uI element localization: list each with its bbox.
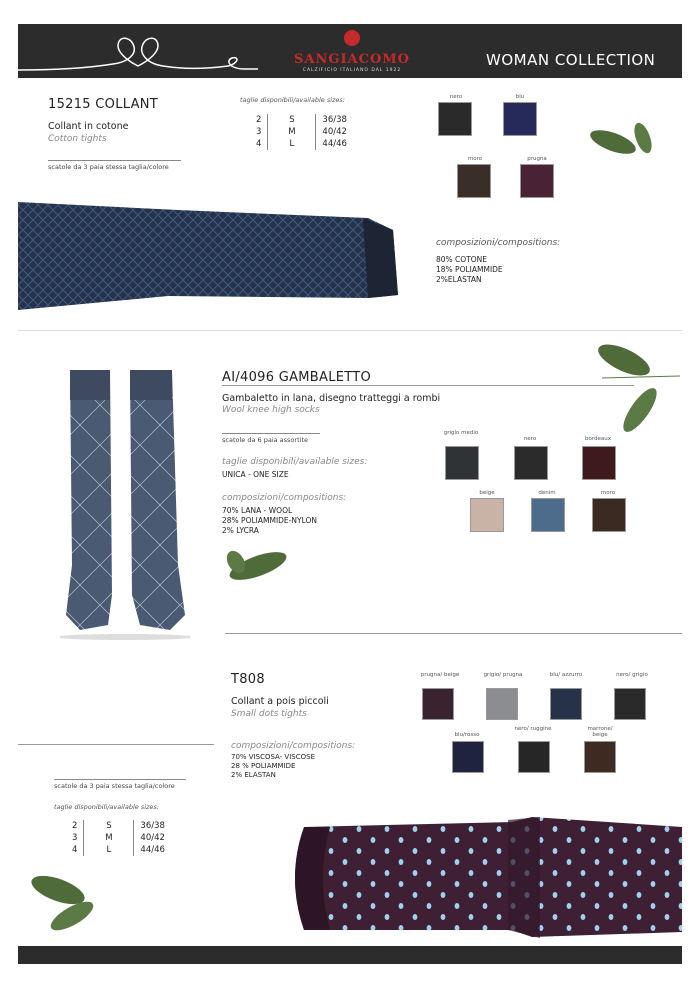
size-cell: 2 (72, 821, 78, 831)
swatch-blu-rosso (452, 741, 484, 773)
leaf-icon (220, 540, 300, 590)
product-3-comp-title: composizioni/compositions: (231, 741, 356, 751)
swatch-moro (457, 164, 491, 198)
composition-line: 80% COTONE (436, 255, 488, 264)
size-cell: L (268, 138, 316, 150)
leaf-icon (592, 338, 682, 443)
swatch-label: marrone/ beige (587, 726, 613, 738)
swatch-label: beige (479, 490, 495, 496)
brand-emblem-icon (344, 30, 360, 46)
swatch-denim (531, 498, 565, 532)
swatch-label: blu (515, 94, 525, 100)
product-2-compositions (222, 506, 317, 536)
product-1-image (18, 200, 398, 315)
collection-title: WOMAN COLLECTION (486, 51, 656, 69)
product-2-image (60, 365, 190, 640)
product-1-name-en: Cotton tights (48, 134, 107, 144)
size-cell: 2 (256, 115, 262, 125)
brand-logo (282, 30, 422, 73)
size-cell: 3 (256, 127, 262, 137)
size-cell: 40/42 (322, 127, 347, 137)
size-cell: S (268, 114, 316, 126)
product-2-name-it: Gambaletto in lana, disegno tratteggi a rombi (222, 393, 441, 404)
swatch-label: grigio/ prugna (483, 672, 523, 678)
swatch-label: prugna/ beige (420, 672, 460, 678)
product-2-comp-title: composizioni/compositions: (222, 493, 347, 503)
product-1-sizes-title: taglie disponibili/available sizes: (240, 96, 345, 104)
product-3-sizes-table (66, 820, 171, 856)
swatch-label: blu/ azzurro (549, 672, 583, 678)
size-cell: 3 (72, 833, 78, 843)
product-3-compositions (231, 753, 315, 780)
composition-line: 18% POLIAMMIDE (436, 265, 503, 274)
size-cell: M (268, 126, 316, 138)
swatch-label: bordeaux (584, 436, 611, 442)
swatch-label: nero/ grigio (616, 672, 648, 678)
composition-line: 28% POLIAMMIDE-NYLON (222, 516, 317, 525)
product-3-name-en: Small dots tights (231, 709, 307, 719)
swatch-label: grigio medio (443, 430, 479, 436)
product-2-name-en: Wool knee high socks (222, 405, 320, 415)
swatch-beige (470, 498, 504, 532)
composition-line: 70% LANA - WOOL (222, 506, 293, 515)
swatch-prugna-beige (422, 688, 454, 720)
leaf-icon (585, 118, 665, 168)
swatch-label: blu/rosso (454, 732, 480, 738)
product-2-size-value: UNICA - ONE SIZE (222, 470, 289, 479)
product-2-sizes-title: taglie disponibili/available sizes: (222, 457, 368, 467)
swatch-grigio-prugna (486, 688, 518, 720)
composition-line: 2% ELASTAN (231, 771, 276, 779)
swatch-marrone-beige (584, 741, 616, 773)
swatch-nero (514, 446, 548, 480)
swatch-label: prugna (527, 156, 547, 162)
swatch-nero-grigio (614, 688, 646, 720)
leaf-icon (24, 866, 104, 941)
composition-line: 2%ELASTAN (436, 275, 482, 284)
product-3-pack: scatole da 3 paia stessa taglia/colore (54, 779, 186, 790)
swatch-nero-ruggine (518, 741, 550, 773)
size-cell: 36/38 (140, 821, 165, 831)
swatch-label: denim (538, 490, 556, 496)
size-cell: L (84, 844, 134, 856)
swatch-label: nero (449, 94, 463, 100)
swatch-label: moro (467, 156, 483, 162)
composition-line: 70% VISCOSA- VISCOSE (231, 753, 315, 761)
size-cell: M (84, 832, 134, 844)
product-1-compositions (436, 255, 503, 285)
product-1-pack: scatole da 3 paia stessa taglia/colore (48, 160, 181, 171)
brand-subtitle: CALZIFICIO ITALIANO DAL 1922 (302, 68, 402, 73)
swatch-prugna (520, 164, 554, 198)
divider (225, 633, 682, 634)
product-3-image (282, 812, 682, 942)
heart-line-icon (18, 24, 258, 78)
product-3-code: T808 (231, 672, 265, 687)
product-1-comp-title: composizioni/compositions: (436, 238, 561, 248)
swatch-nero (438, 102, 472, 136)
product-1-name-it: Collant in cotone (48, 121, 129, 132)
size-cell: 40/42 (140, 833, 165, 843)
size-cell: 36/38 (322, 115, 347, 125)
swatch-blu (503, 102, 537, 136)
product-2-pack: scatole da 6 paia assortite (222, 433, 320, 444)
swatch-moro (592, 498, 626, 532)
composition-line: 2% LYCRA (222, 526, 259, 535)
size-cell: S (84, 820, 134, 832)
divider (18, 744, 214, 745)
product-1-code: 15215 COLLANT (48, 97, 159, 112)
footer-bar (18, 946, 682, 964)
swatch-label: nero/ ruggine (514, 726, 552, 732)
swatch-bordeaux (582, 446, 616, 480)
divider (222, 385, 634, 386)
product-1-sizes-table (250, 114, 353, 150)
swatch-label: nero (523, 436, 537, 442)
product-3-sizes-title: taglie disponibili/available sizes: (54, 803, 159, 811)
divider (18, 330, 682, 331)
size-cell: 4 (72, 845, 78, 855)
swatch-grigio-medio (445, 446, 479, 480)
swatch-label: moro (600, 490, 616, 496)
size-cell: 44/46 (322, 139, 347, 149)
product-2-code: AI/4096 GAMBALETTO (222, 370, 372, 385)
size-cell: 4 (256, 139, 262, 149)
size-cell: 44/46 (140, 845, 165, 855)
swatch-blu-azzurro (550, 688, 582, 720)
composition-line: 28 % POLIAMMIDE (231, 762, 296, 770)
product-3-name-it: Collant a pois piccoli (231, 696, 329, 707)
brand-name: SANGIACOMO (293, 52, 410, 67)
